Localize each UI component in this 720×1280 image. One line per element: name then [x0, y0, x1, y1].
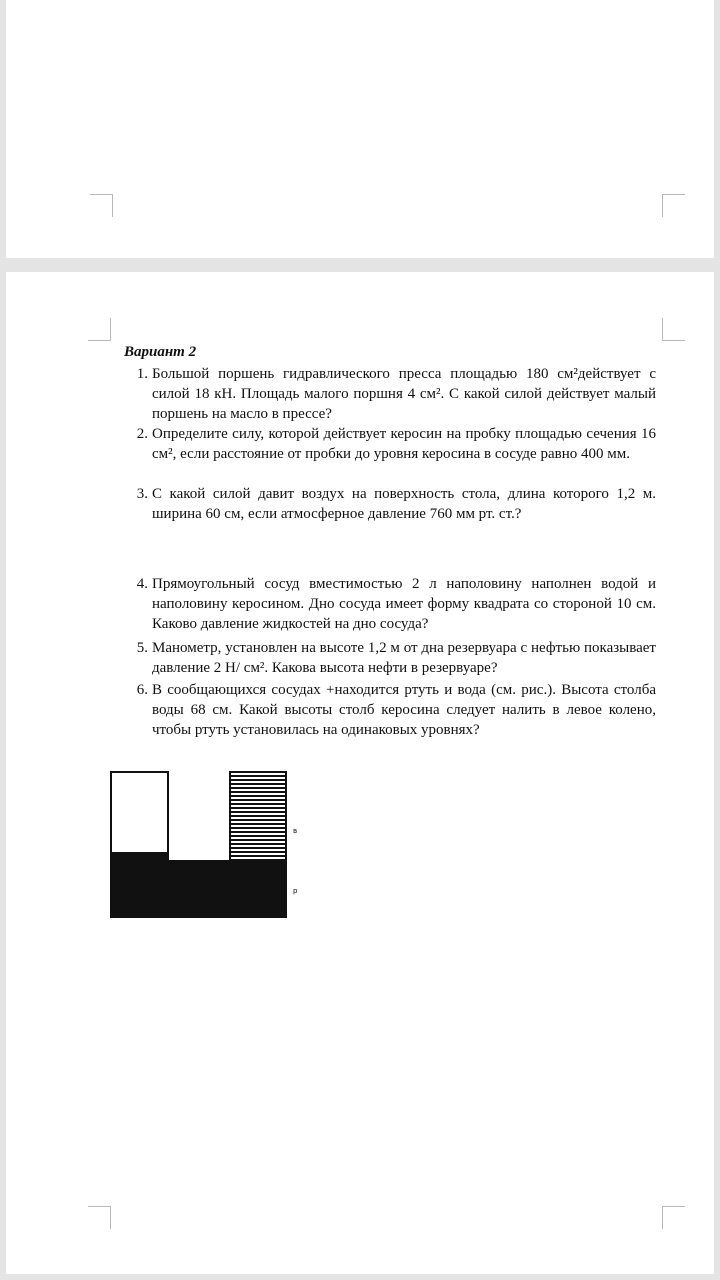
label-water: в [293, 827, 298, 835]
task-2 [124, 424, 656, 464]
task-number: 3. [136, 486, 148, 502]
task-text: Определите силу, которой действует керосин на пробку площадью сечения 16 см², если расстояние от пробки до уровня керосина в сосуде равно 400 мм. [152, 426, 656, 462]
task-number: 4. [136, 576, 148, 592]
page-top [6, 0, 714, 258]
task-text: В сообщающихся сосудах +находится ртуть и вода (см. рис.). Высота столба воды 68 см. Какой высоты столб керосина следует налить в левое колено, чтобы ртуть установилась на одинаковых уровнях? [152, 682, 656, 738]
task-number: 6. [136, 682, 148, 698]
crop-mark-top-left [88, 318, 111, 341]
task-text: С какой силой давит воздух на поверхность стола, длина которого 1,2 м. ширина 60 см, если атмосферное давление 760 мм рт. ст.? [152, 486, 656, 522]
task-number: 2. [136, 426, 148, 442]
task-number: 1. [136, 366, 148, 382]
water-column [230, 775, 286, 861]
task-1 [124, 364, 656, 424]
crop-mark-bottom-left [90, 194, 113, 217]
task-number: 5. [136, 640, 148, 656]
communicating-vessels-figure [110, 771, 310, 921]
page-main [6, 272, 714, 1274]
task-4 [124, 574, 656, 634]
task-3 [124, 484, 656, 524]
crop-mark-bottom-right [662, 1206, 685, 1229]
task-text: Манометр, установлен на высоте 1,2 м от дна резервуара с нефтью показывает давление 2 Н/ см². Какова высота нефти в резервуаре? [152, 640, 656, 676]
task-5 [124, 638, 656, 678]
crop-mark-bottom-right [662, 194, 685, 217]
label-mercury: р [293, 887, 298, 895]
task-text: Прямоугольный сосуд вместимостью 2 л наполовину наполнен водой и наполовину керосином. Дно сосуда имеет форму квадрата со стороной 10 см. Каково давление жидкостей на дно сосуда? [152, 576, 656, 632]
variant-title: Вариант 2 [124, 344, 197, 360]
crop-mark-bottom-left [88, 1206, 111, 1229]
task-text: Большой поршень гидравлического пресса площадью 180 см²действует с силой 18 кН. Площадь малого поршня 4 см². С какой силой действует малый поршень на масло в прессе? [152, 366, 656, 422]
task-6 [124, 680, 656, 740]
crop-mark-top-right [662, 318, 685, 341]
